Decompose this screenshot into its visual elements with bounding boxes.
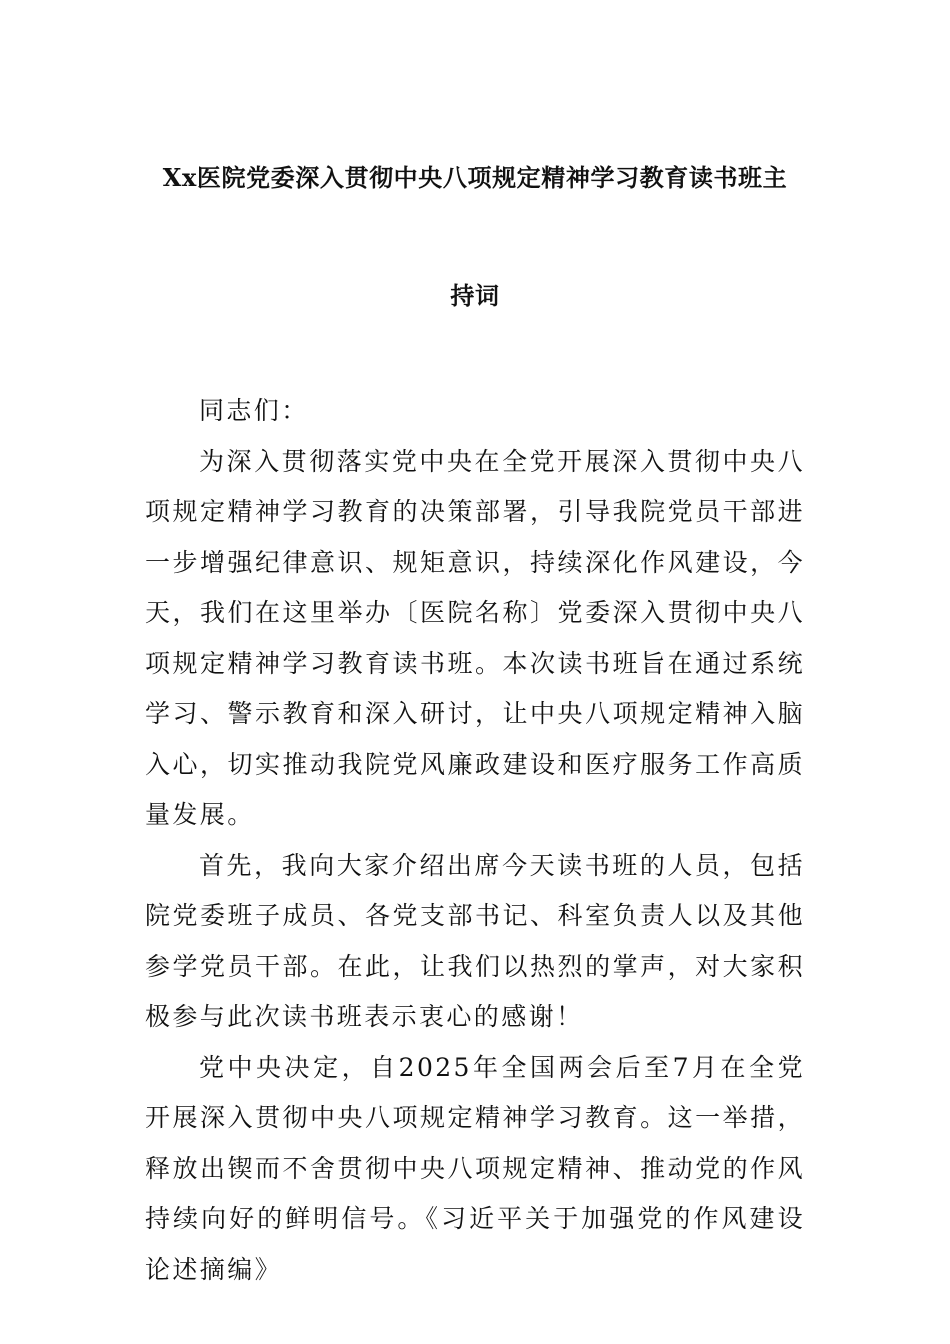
- document-body: [145, 386, 805, 1295]
- salutation: 同志们：: [199, 396, 309, 425]
- document-title-line-1: Xx医院党委深入贯彻中央八项规定精神学习教育读书班主: [162, 163, 788, 192]
- paragraph-3: 党中央决定，自2025年全国两会后至7月在全党开展深入贯彻中央八项规定精神学习教育。这一举措，释放出锲而不舍贯彻中央八项规定精神、推动党的作风持续向好的鲜明信号。《习近平关于加强党的作风建设论述摘编》: [145, 1052, 805, 1284]
- paragraph-2: 首先，我向大家介绍出席今天读书班的人员，包括院党委班子成员、各党支部书记、科室负责人以及其他参学党员干部。在此，让我们以热烈的掌声，对大家积极参与此次读书班表示衷心的感谢！: [145, 850, 805, 1031]
- document-title-line-2: 持词: [450, 281, 500, 310]
- paragraph-1: 为深入贯彻落实党中央在全党开展深入贯彻中央八项规定精神学习教育的决策部署，引导我院党员干部进一步增强纪律意识、规矩意识，持续深化作风建设，今天，我们在这里举办〔医院名称〕党委深入贯彻中央八项规定精神学习教育读书班。本次读书班旨在通过系统学习、警示教育和深入研讨，让中央八项规定精神入脑入心，切实推动我院党风廉政建设和医疗服务工作高质量发展。: [145, 446, 805, 829]
